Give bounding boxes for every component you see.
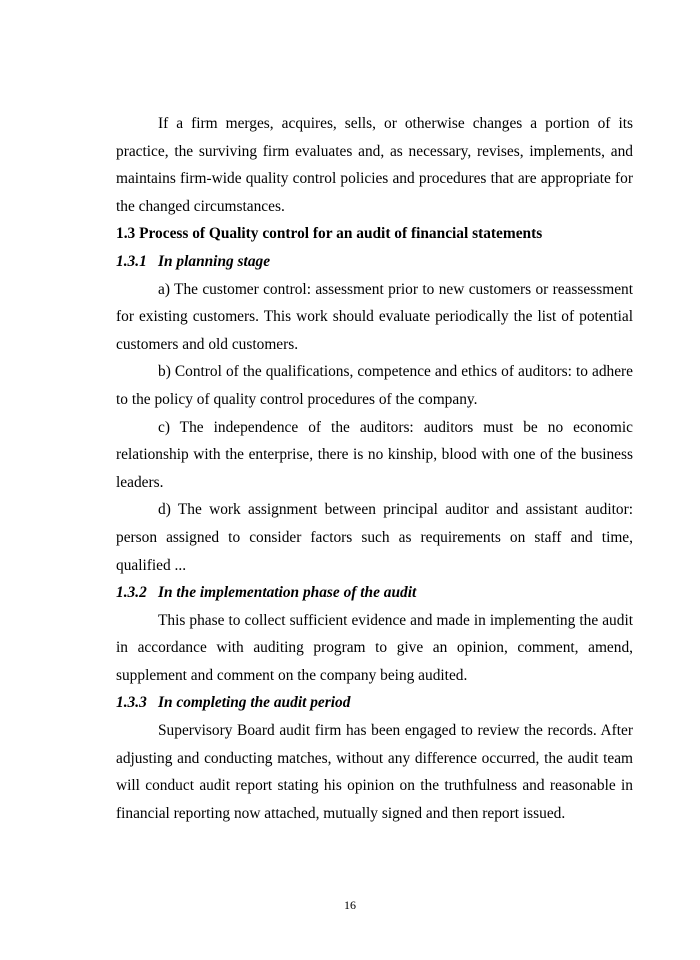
paragraph-completing: Supervisory Board audit firm has been engaged to review the records. After adjusting and conducting matches, without any difference occurred, the audit team will conduct audit report stating his opinion on the truthfulness and reasonable in financial reporting now attached, mutually signed and then report issued. <box>116 722 633 822</box>
paragraph-implementation: This phase to collect sufficient evidence and made in implementing the audit in accordance with auditing program to give an opinion, comment, amend, supplement and comment on the company being audited. <box>116 611 633 684</box>
subheading-number: 1.3.2 <box>116 584 147 602</box>
paragraph-planning-b: b) Control of the qualifications, competence and ethics of auditors: to adhere to the policy of quality control procedures of the company. <box>116 363 633 408</box>
paragraph-planning-a: a) The customer control: assessment prior to new customers or reassessment for existing customers. This work should evaluate periodically the list of potential customers and old customers. <box>116 280 633 353</box>
subheading-number: 1.3.3 <box>116 694 147 712</box>
subheading-planning <box>116 248 633 276</box>
paragraph-intro: If a firm merges, acquires, sells, or otherwise changes a portion of its practice, the surviving firm evaluates and, as necessary, revises, implements, and maintains firm-wide quality control policies and procedures that are appropriate for the changed circumstances. <box>116 115 633 215</box>
page-number: 16 <box>344 898 356 912</box>
subheading-title: In completing the audit period <box>158 694 351 712</box>
subheading-title: In planning stage <box>158 252 271 270</box>
section-heading: 1.3 Process of Quality control for an audit of financial statements <box>116 225 543 243</box>
subheading-number: 1.3.1 <box>116 252 147 270</box>
paragraph-planning-c: c) The independence of the auditors: auditors must be no economic relationship with the enterprise, there is no kinship, blood with one of the business leaders. <box>116 418 633 491</box>
subheading-title: In the implementation phase of the audit <box>158 584 417 602</box>
document-body <box>116 110 633 827</box>
subheading-implementation <box>116 579 633 607</box>
paragraph-planning-d: d) The work assignment between principal auditor and assistant auditor: person assigned to consider factors such as requirements on staff and time, qualified ... <box>116 501 633 574</box>
subheading-completing <box>116 689 633 717</box>
